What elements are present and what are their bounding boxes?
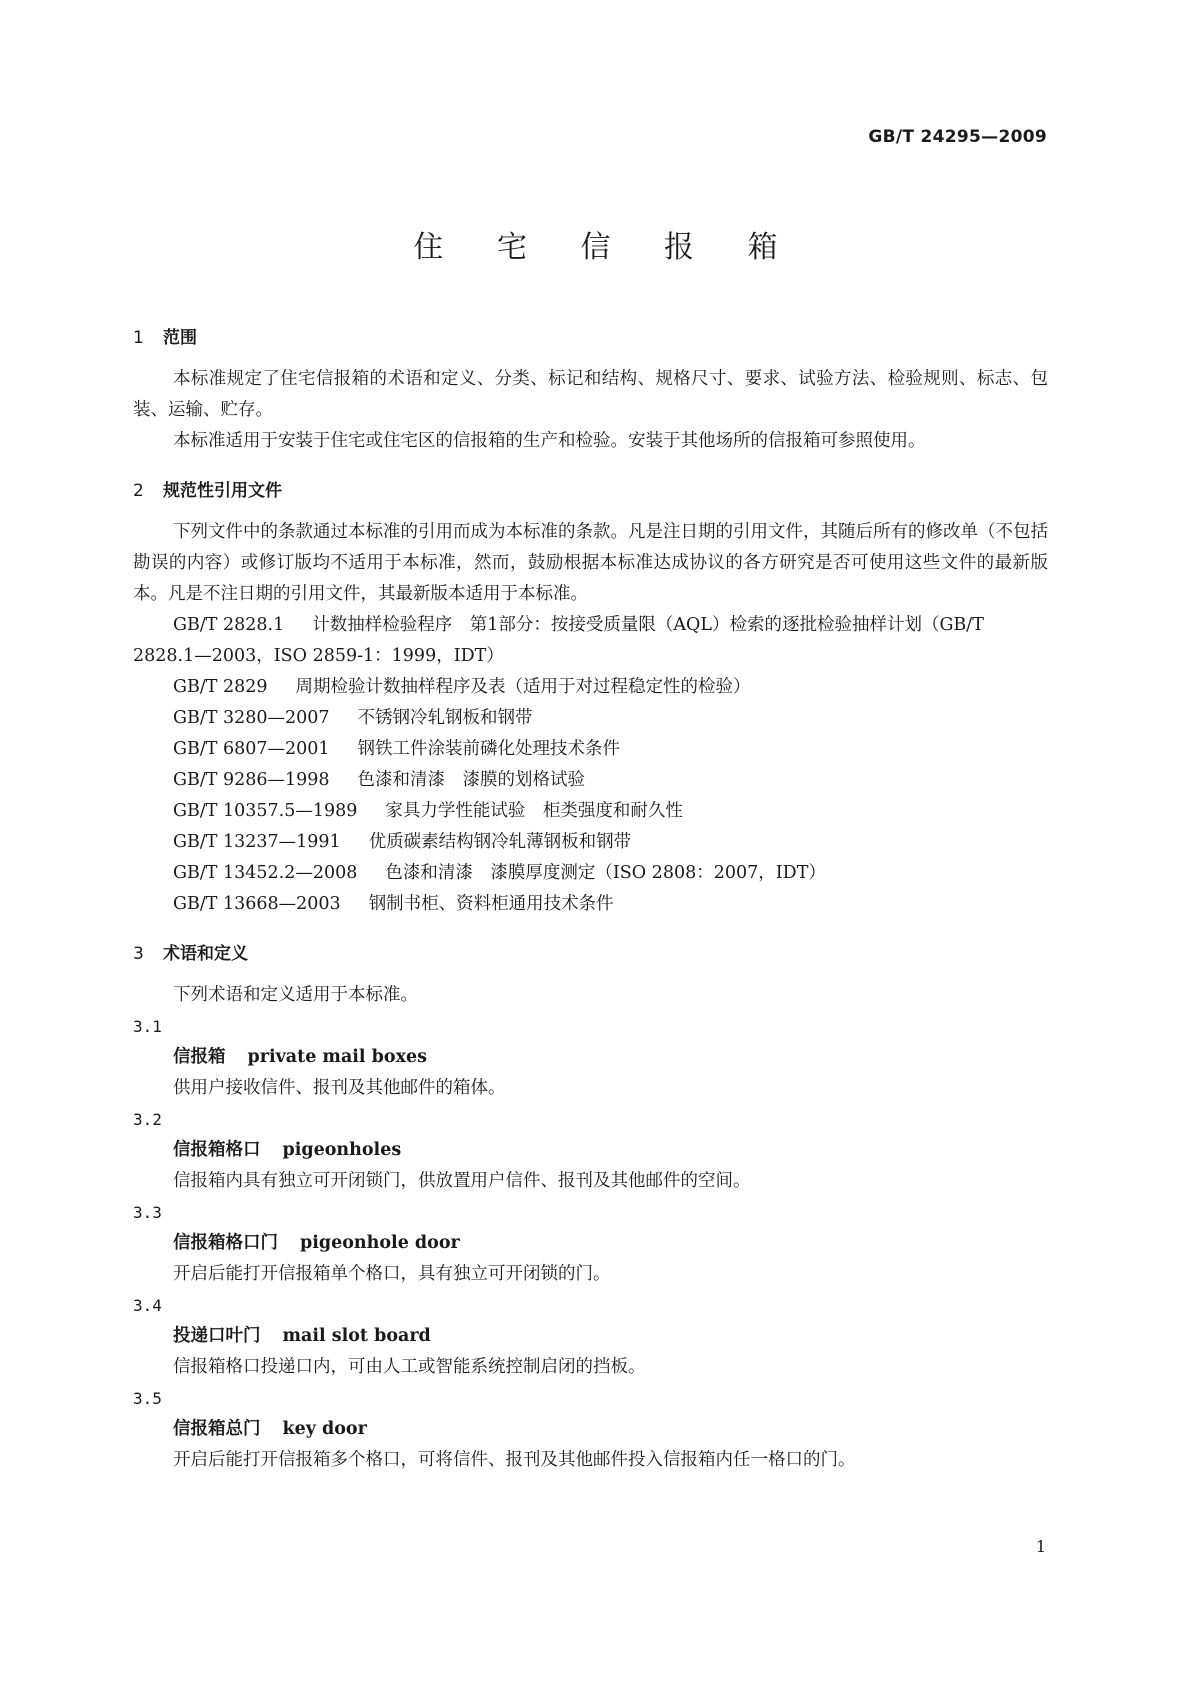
term-definition: 开启后能打开信报箱单个格口，具有独立可开闭锁的门。	[173, 1264, 611, 1284]
term-chinese: 投递口叶门	[173, 1326, 261, 1346]
reference-title: 色漆和清漆 漆膜的划格试验	[357, 770, 586, 790]
reference-item	[133, 796, 1048, 827]
term-entry	[133, 1321, 1048, 1352]
reference-code: GB/T 13237—1991	[173, 832, 341, 852]
term-entry	[133, 1414, 1048, 1445]
reference-code: GB/T 2828.1	[173, 615, 285, 635]
clause-number: 3.1	[133, 1017, 162, 1036]
reference-item	[133, 827, 1048, 858]
document-body	[133, 322, 1048, 1476]
clause-number: 3.2	[133, 1110, 162, 1129]
term-chinese: 信报箱总门	[173, 1419, 261, 1439]
term-english: pigeonholes	[282, 1140, 402, 1160]
reference-title: 色漆和清漆 漆膜厚度测定（ISO 2808：2007，IDT）	[385, 863, 826, 883]
reference-code: GB/T 3280—2007	[173, 708, 330, 728]
reference-title: 计数抽样检验程序 第1部分：按接受质量限（AQL）检索的逐批检验抽样计划（GB/T 2828.1—2003，ISO 2859-1：1999，IDT）	[133, 615, 984, 666]
section-number: 3	[133, 944, 144, 964]
reference-title: 不锈钢冷轧钢板和钢带	[357, 708, 533, 728]
reference-title: 钢铁工件涂装前磷化处理技术条件	[357, 739, 621, 759]
reference-item	[133, 889, 1048, 920]
paragraph: 下列术语和定义适用于本标准。	[173, 985, 418, 1005]
section-3-heading	[133, 938, 1048, 970]
reference-title: 钢制书柜、资料柜通用技术条件	[368, 894, 614, 914]
reference-code: GB/T 13452.2—2008	[173, 863, 358, 883]
term-english: key door	[282, 1419, 367, 1439]
term-entry	[133, 1135, 1048, 1166]
term-entry	[133, 1042, 1048, 1073]
clause-number: 3.3	[133, 1203, 162, 1222]
reference-title: 优质碳素结构钢冷轧薄钢板和钢带	[368, 832, 632, 852]
term-definition: 开启后能打开信报箱多个格口，可将信件、报刊及其他邮件投入信报箱内任一格口的门。	[173, 1450, 856, 1470]
term-english: pigeonhole door	[300, 1233, 460, 1253]
section-number: 2	[133, 481, 144, 501]
page-number: 1	[1035, 1537, 1046, 1556]
reference-item	[133, 858, 1048, 889]
section-title: 术语和定义	[163, 944, 248, 964]
paragraph: 本标准适用于安装于住宅或住宅区的信报箱的生产和检验。安装于其他场所的信报箱可参照使用。	[173, 431, 926, 451]
reference-code: GB/T 2829	[173, 677, 268, 697]
term-chinese: 信报箱格口	[173, 1140, 261, 1160]
reference-code: GB/T 10357.5—1989	[173, 801, 358, 821]
reference-code: GB/T 13668—2003	[173, 894, 341, 914]
term-definition: 信报箱格口投递口内，可由人工或智能系统控制启闭的挡板。	[173, 1357, 646, 1377]
term-entry	[133, 1228, 1048, 1259]
term-english: private mail boxes	[247, 1047, 427, 1067]
reference-item	[133, 703, 1048, 734]
term-english: mail slot board	[282, 1326, 431, 1346]
section-1-heading	[133, 322, 1048, 354]
reference-item	[133, 672, 1048, 703]
reference-code: GB/T 9286—1998	[173, 770, 330, 790]
document-title: 住 宅 信 报 箱	[413, 230, 800, 265]
clause-number: 3.5	[133, 1389, 162, 1408]
term-chinese: 信报箱格口门	[173, 1233, 278, 1253]
reference-code: GB/T 6807—2001	[173, 739, 330, 759]
section-number: 1	[133, 328, 144, 348]
reference-item	[133, 734, 1048, 765]
term-chinese: 信报箱	[173, 1047, 226, 1067]
reference-title: 周期检验计数抽样程序及表（适用于对过程稳定性的检验）	[295, 677, 751, 697]
paragraph: 下列文件中的条款通过本标准的引用而成为本标准的条款。凡是注日期的引用文件，其随后所有的修改单（不包括勘误的内容）或修订版均不适用于本标准，然而，鼓励根据本标准达成协议的各方研究是否可使用这些文件的最新版本。凡是不注日期的引用文件，其最新版本适用于本标准。	[133, 522, 1048, 604]
reference-item	[133, 765, 1048, 796]
term-definition: 供用户接收信件、报刊及其他邮件的箱体。	[173, 1078, 506, 1098]
section-2-heading	[133, 475, 1048, 507]
reference-item	[133, 610, 1048, 672]
standard-code: GB/T 24295—2009	[868, 127, 1047, 147]
section-title: 范围	[163, 328, 197, 348]
paragraph: 本标准规定了住宅信报箱的术语和定义、分类、标记和结构、规格尺寸、要求、试验方法、检验规则、标志、包装、运输、贮存。	[133, 369, 1048, 420]
term-definition: 信报箱内具有独立可开闭锁门，供放置用户信件、报刊及其他邮件的空间。	[173, 1171, 751, 1191]
section-title: 规范性引用文件	[163, 481, 282, 501]
reference-title: 家具力学性能试验 柜类强度和耐久性	[385, 801, 683, 821]
clause-number: 3.4	[133, 1296, 162, 1315]
